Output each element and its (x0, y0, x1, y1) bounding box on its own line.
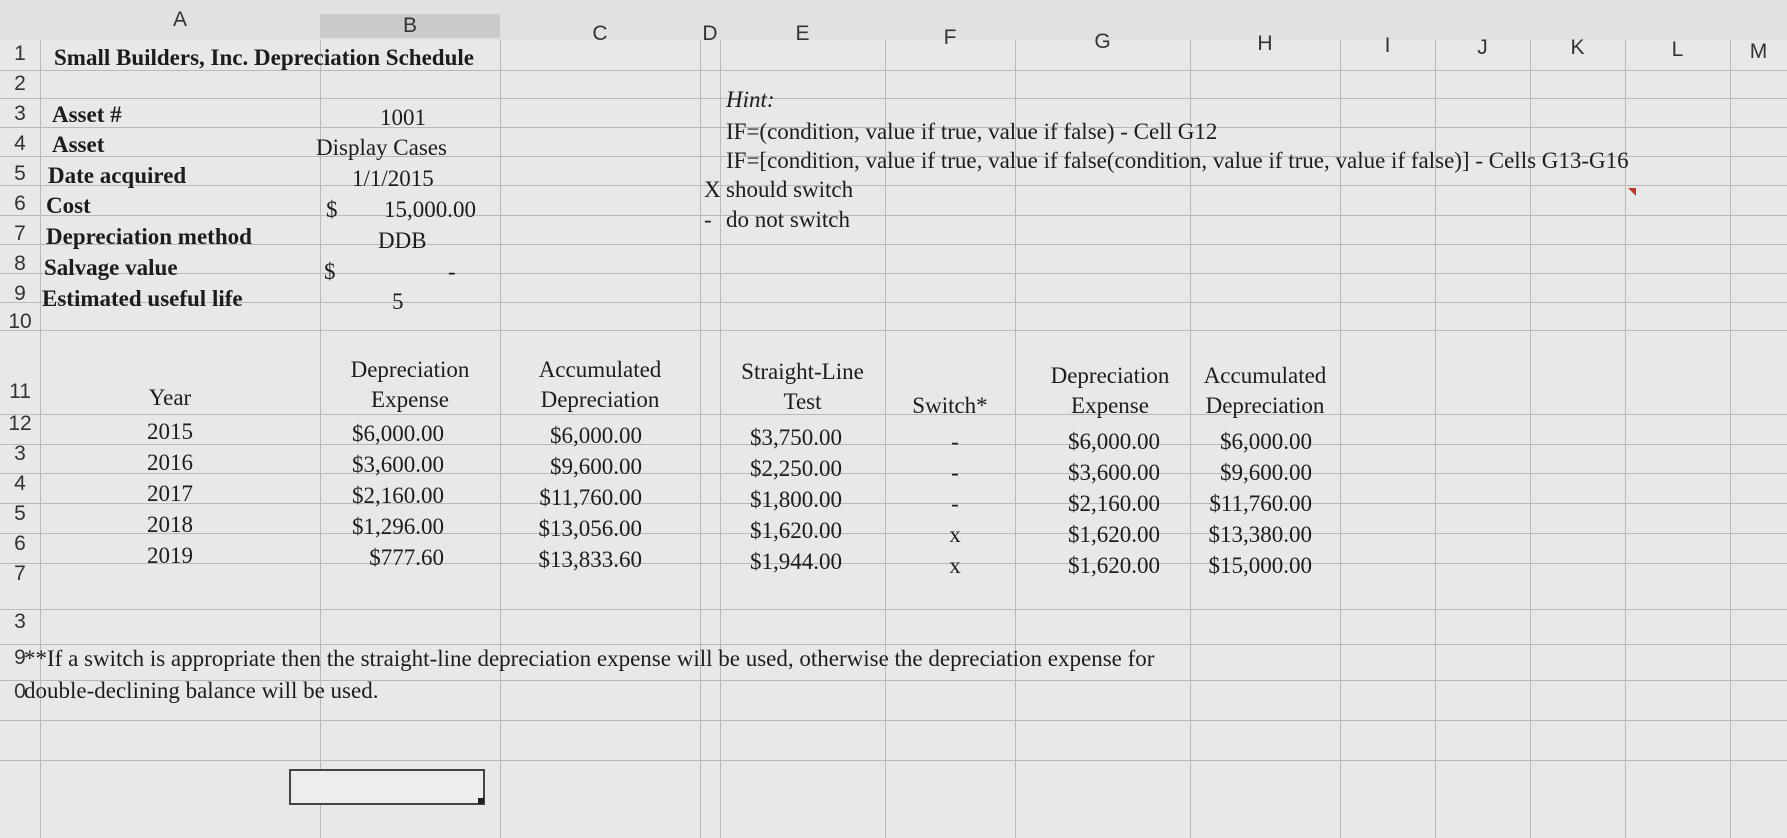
cell-h-acc[interactable]: $11,760.00 (1209, 491, 1312, 516)
row-number[interactable]: 3 (14, 610, 26, 633)
header-year[interactable]: Year (148, 385, 192, 410)
row-number[interactable]: 11 (9, 380, 31, 403)
cell-switch[interactable]: - (951, 429, 959, 454)
col-header-J[interactable]: J (1477, 36, 1488, 59)
row-number[interactable]: 12 (8, 412, 32, 435)
header-dep-expense-1[interactable]: Depreciation (350, 357, 470, 382)
footnote-line-2[interactable]: double-declining balance will be used. (24, 678, 379, 703)
label-depreciation-method[interactable]: Depreciation method (46, 224, 252, 249)
cell-sl-test[interactable]: $3,750.00 (750, 425, 842, 450)
col-header-D[interactable]: D (702, 22, 718, 45)
legend-x-text[interactable]: should switch (726, 177, 854, 202)
row-number[interactable]: 3 (14, 442, 26, 465)
col-header-E[interactable]: E (795, 22, 810, 45)
value-useful-life[interactable]: 5 (392, 289, 404, 314)
cell-year[interactable]: 2018 (147, 512, 193, 537)
label-date-acquired[interactable]: Date acquired (48, 163, 187, 188)
row-number[interactable]: 7 (14, 562, 26, 585)
value-method[interactable]: DDB (378, 228, 427, 253)
row-number[interactable]: 0 (14, 680, 26, 703)
cell-year[interactable]: 2019 (147, 543, 193, 568)
header-acc-dep-1[interactable]: Accumulated (538, 357, 662, 382)
header-dep-expense-2[interactable]: Expense (371, 387, 449, 412)
cell-h-acc[interactable]: $6,000.00 (1220, 429, 1312, 454)
value-cost-symbol: $ (326, 197, 338, 222)
value-cost[interactable]: 15,000.00 (384, 197, 476, 222)
col-header-C[interactable]: C (592, 22, 608, 45)
cell-acc-dep[interactable]: $11,760.00 (539, 485, 642, 510)
col-header-A[interactable]: A (172, 8, 187, 31)
header-g-dep-1[interactable]: Depreciation (1050, 363, 1170, 388)
cell-g-dep[interactable]: $1,620.00 (1068, 553, 1160, 578)
active-cell-selection[interactable] (289, 769, 485, 805)
fill-handle[interactable] (478, 798, 484, 804)
label-useful-life[interactable]: Estimated useful life (42, 286, 243, 311)
cell-switch[interactable]: - (951, 460, 959, 485)
cell-acc-dep[interactable]: $13,056.00 (538, 516, 642, 541)
cell-sl-test[interactable]: $1,620.00 (750, 518, 842, 543)
value-asset[interactable]: Display Cases (316, 135, 447, 160)
row-number[interactable]: 6 (14, 192, 26, 215)
cell-acc-dep[interactable]: $9,600.00 (550, 454, 642, 479)
sheet-title[interactable]: Small Builders, Inc. Depreciation Schedule (54, 45, 474, 70)
cell-acc-dep[interactable]: $6,000.00 (550, 423, 642, 448)
cell-sl-test[interactable]: $2,250.00 (750, 456, 842, 481)
comment-indicator-icon[interactable] (1628, 188, 1636, 196)
cell-year[interactable]: 2015 (147, 419, 193, 444)
cell-g-dep[interactable]: $2,160.00 (1068, 491, 1160, 516)
header-switch[interactable]: Switch* (912, 393, 988, 418)
cell-dep-expense[interactable]: $3,600.00 (352, 452, 444, 477)
cell-g-dep[interactable]: $6,000.00 (1068, 429, 1160, 454)
col-header-B[interactable]: B (320, 14, 500, 38)
hint-line-2[interactable]: IF=[condition, value if true, value if false(condition, value if true, value if false)] - Cells G13-G16 (726, 148, 1629, 173)
header-g-dep-2[interactable]: Expense (1071, 393, 1149, 418)
row-number[interactable]: 10 (8, 310, 32, 333)
row-number[interactable]: 6 (14, 532, 26, 555)
legend-dash-text[interactable]: do not switch (726, 207, 850, 232)
col-header-M[interactable]: M (1749, 40, 1768, 63)
label-salvage-value[interactable]: Salvage value (44, 255, 178, 280)
row-number[interactable]: 4 (14, 132, 26, 155)
cell-switch[interactable]: - (951, 491, 959, 516)
header-h-acc-1[interactable]: Accumulated (1203, 363, 1327, 388)
col-header-H[interactable]: H (1257, 32, 1273, 55)
row-number[interactable]: 9 (14, 646, 26, 669)
cell-switch[interactable]: x (949, 522, 961, 547)
cell-dep-expense[interactable]: $1,296.00 (352, 514, 444, 539)
label-cost[interactable]: Cost (46, 193, 91, 218)
value-salvage[interactable]: - (448, 259, 456, 284)
header-h-acc-2[interactable]: Depreciation (1205, 393, 1325, 418)
row-number[interactable]: 3 (14, 102, 26, 125)
cell-year[interactable]: 2016 (147, 450, 193, 475)
value-asset-no[interactable]: 1001 (380, 105, 426, 130)
hint-title[interactable]: Hint: (726, 87, 775, 112)
legend-x-mark[interactable]: X (704, 177, 721, 202)
value-salvage-symbol: $ (324, 259, 336, 284)
cell-dep-expense[interactable]: $2,160.00 (352, 483, 444, 508)
header-acc-dep-2[interactable]: Depreciation (540, 387, 660, 412)
label-asset-no[interactable]: Asset # (52, 102, 122, 127)
cell-g-dep[interactable]: $3,600.00 (1068, 460, 1160, 485)
cell-g-dep[interactable]: $1,620.00 (1068, 522, 1160, 547)
cell-dep-expense[interactable]: $6,000.00 (352, 421, 444, 446)
header-sl-test-1[interactable]: Straight-Line (741, 359, 864, 384)
row-number[interactable]: 1 (14, 42, 26, 65)
row-number[interactable]: 8 (14, 252, 26, 275)
row-number[interactable]: 5 (14, 502, 26, 525)
legend-dash-mark[interactable]: - (704, 207, 712, 232)
col-header-I[interactable]: I (1384, 34, 1391, 57)
label-asset[interactable]: Asset (52, 132, 105, 157)
row-number[interactable]: 2 (14, 72, 26, 95)
cell-acc-dep[interactable]: $13,833.60 (538, 547, 642, 572)
footnote-line-1[interactable]: **If a switch is appropriate then the straight-line depreciation expense will be used, otherwise the depreciation expense for (24, 646, 1155, 671)
cell-h-acc[interactable]: $9,600.00 (1220, 460, 1312, 485)
hint-line-1[interactable]: IF=(condition, value if true, value if false) - Cell G12 (726, 119, 1218, 144)
row-number[interactable]: 4 (14, 472, 26, 495)
col-header-F[interactable]: F (943, 26, 957, 49)
row-number[interactable]: 7 (14, 222, 26, 245)
header-sl-test-2[interactable]: Test (783, 389, 822, 414)
cell-sl-test[interactable]: $1,800.00 (750, 487, 842, 512)
col-header-L[interactable]: L (1671, 38, 1684, 61)
col-header-K[interactable]: K (1570, 36, 1585, 59)
cell-dep-expense[interactable]: $777.60 (369, 545, 444, 570)
cell-h-acc[interactable]: $15,000.00 (1208, 553, 1312, 578)
cell-h-acc[interactable]: $13,380.00 (1208, 522, 1312, 547)
value-date-acquired[interactable]: 1/1/2015 (352, 166, 434, 191)
cell-sl-test[interactable]: $1,944.00 (750, 549, 842, 574)
cell-year[interactable]: 2017 (147, 481, 193, 506)
col-header-G[interactable]: G (1094, 30, 1111, 53)
cell-switch[interactable]: x (949, 553, 961, 578)
row-number[interactable]: 9 (14, 282, 26, 305)
row-number[interactable]: 5 (14, 162, 26, 185)
